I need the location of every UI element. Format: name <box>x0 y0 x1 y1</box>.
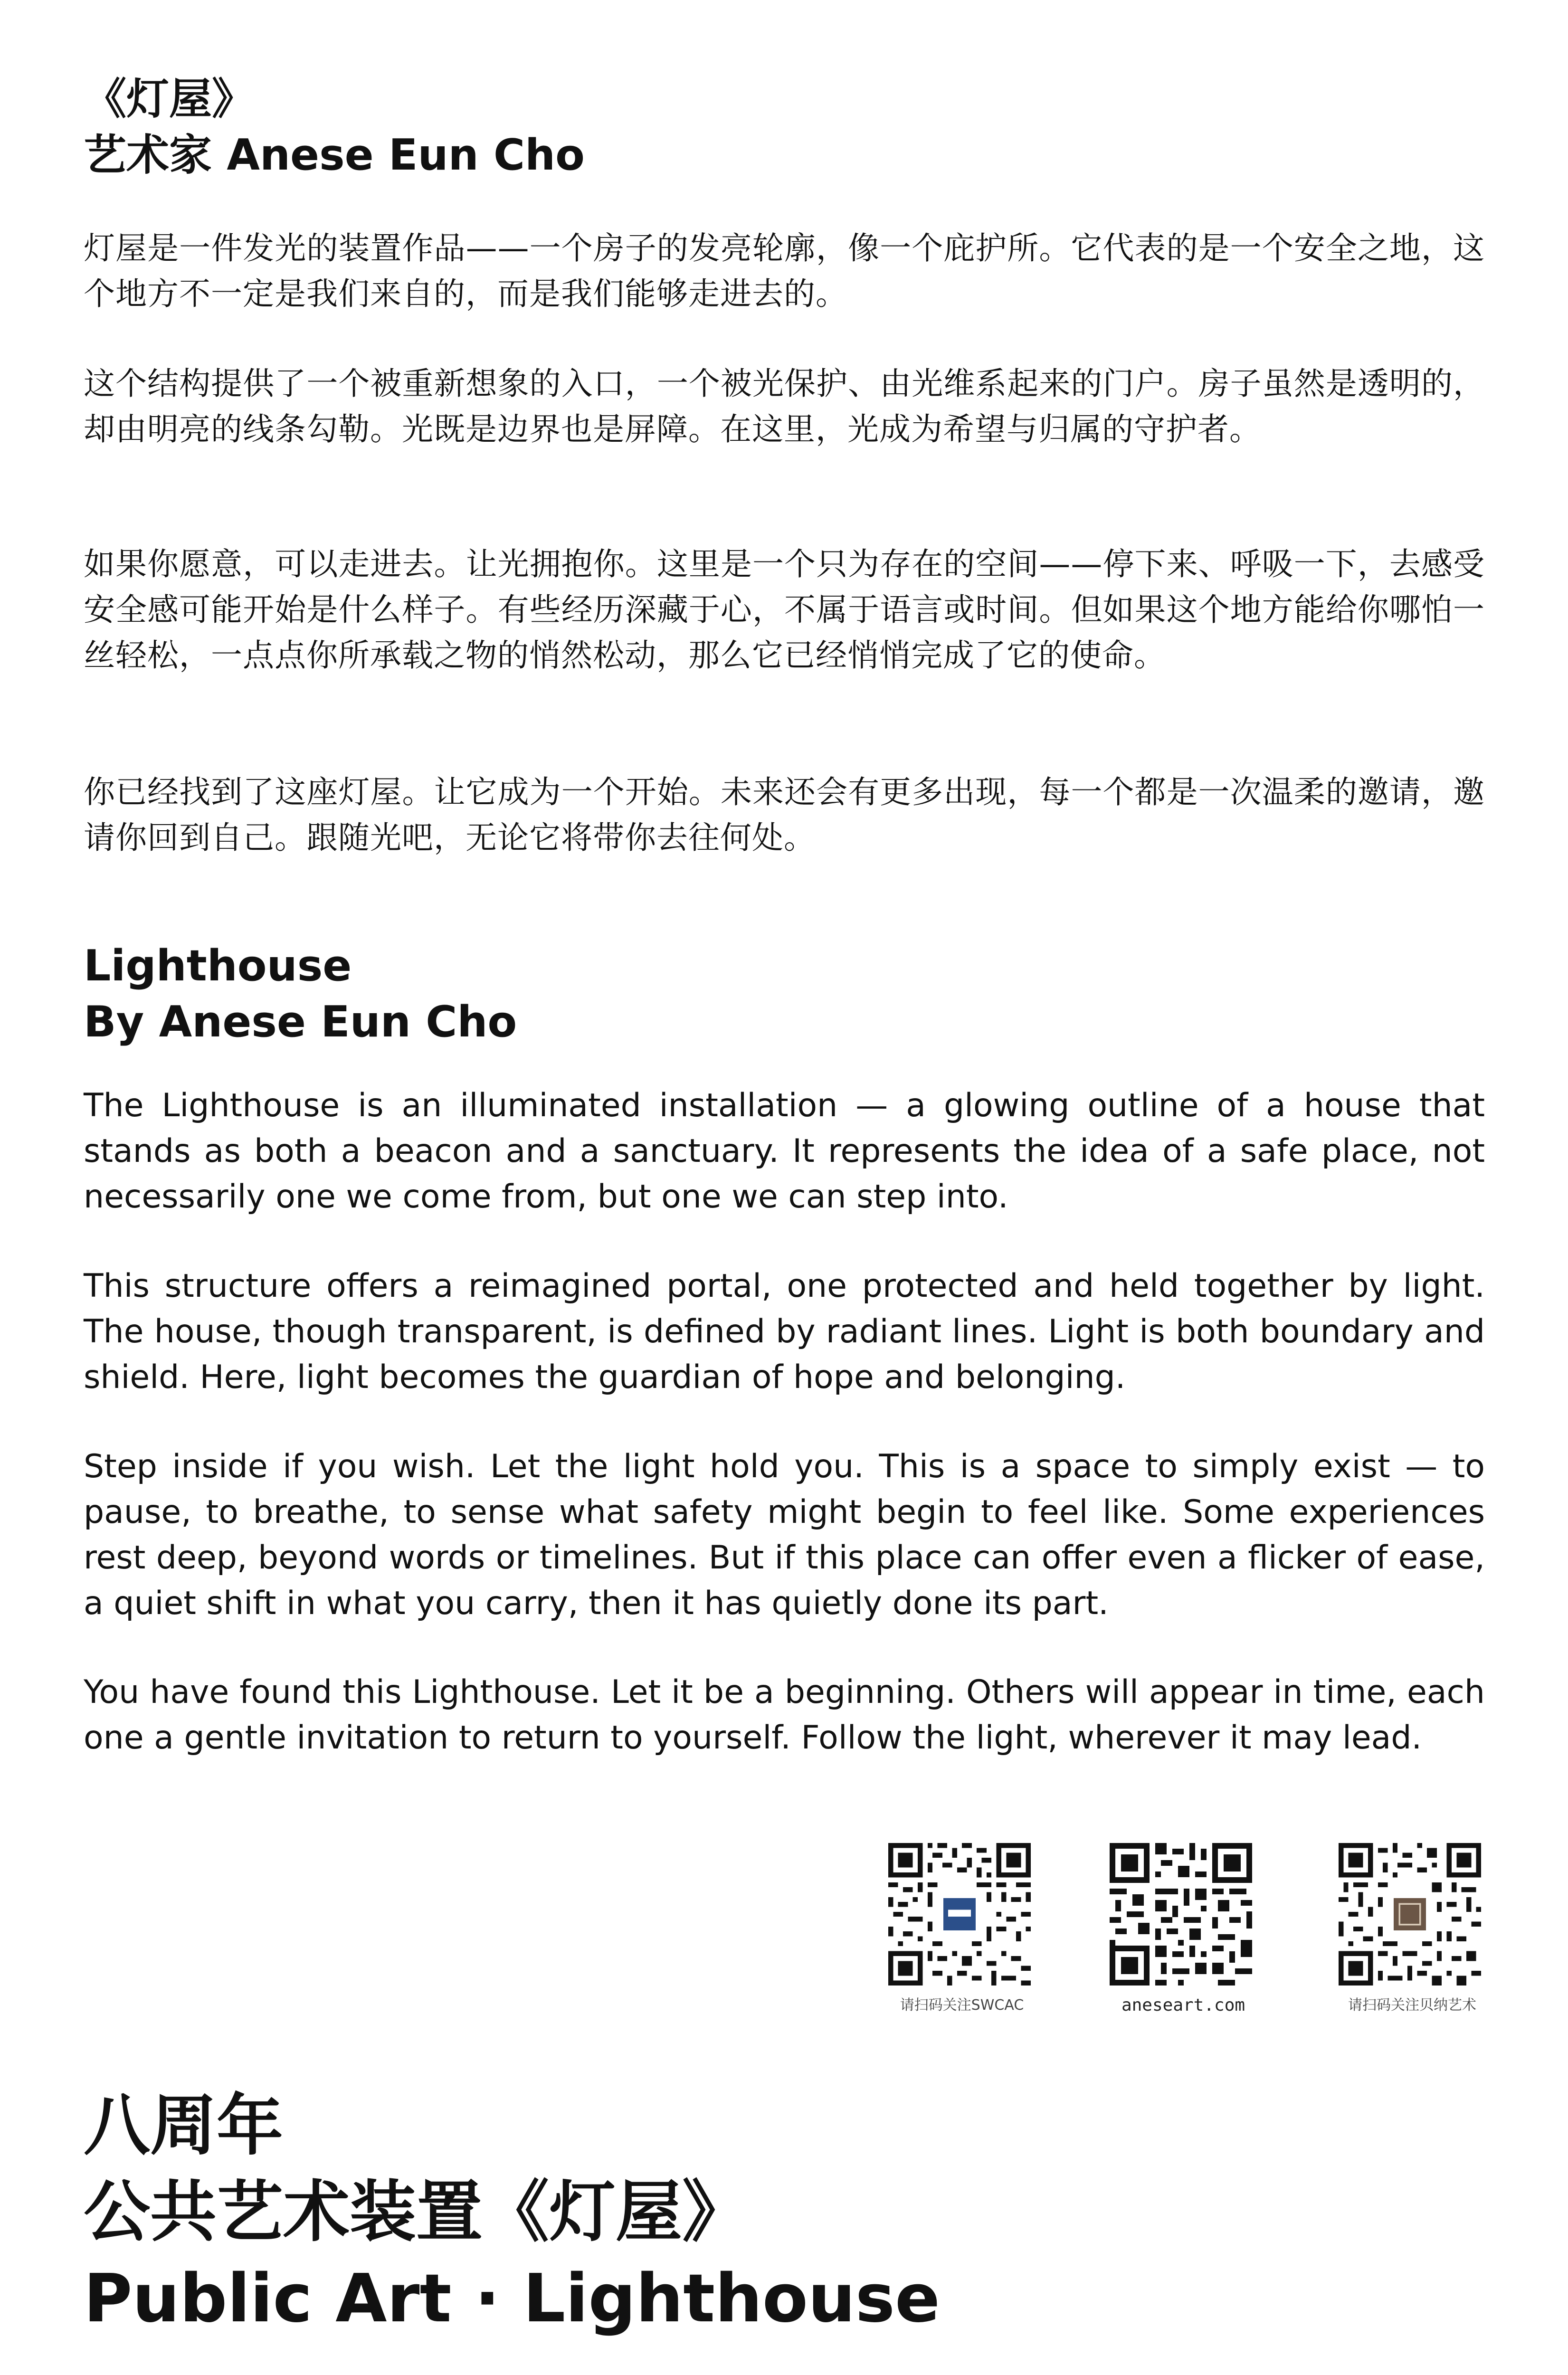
qr-caption-swcac: 请扫码关注SWCAC <box>900 1997 1024 2014</box>
qr-block-beina[interactable] <box>1339 1843 1486 2015</box>
en-title: Lighthouse <box>84 941 352 991</box>
cn-body-3 <box>84 542 1485 678</box>
footer-anniversary: 八周年 <box>84 2087 284 2165</box>
qr-block-website[interactable] <box>1110 1843 1257 2015</box>
en-heading <box>84 938 1485 1050</box>
en-paragraph-2: This structure offers a reimagined portal, one protected and held together by light. The house, though transparent, is defined by radiant lines. Light is both boundary and shield. Here, light becomes the guardian of hope and belonging. <box>84 1267 1485 1396</box>
cn-paragraph-3: 如果你愿意，可以走进去。让光拥抱你。这里是一个只为存在的空间——停下来、呼吸一下，去感受安全感可能开始是什么样子。有些经历深藏于心，不属于语言或时间。但如果这个地方能给你哪怕一丝轻松，一点点你所承载之物的悄然松动，那么它已经悄悄完成了它的使命。 <box>84 546 1485 674</box>
cn-body-4 <box>84 770 1485 861</box>
cn-artist: 艺术家 Anese Eun Cho <box>84 130 585 180</box>
cn-heading <box>84 71 1485 183</box>
footer <box>84 2083 1485 2342</box>
en-body-1 <box>84 1083 1485 1220</box>
qr-caption-beina: 请扫码关注贝纳艺术 <box>1348 1997 1476 2014</box>
qr-code-icon[interactable] <box>1339 1843 1481 1986</box>
qr-block-swcac[interactable] <box>888 1843 1036 2015</box>
en-paragraph-3: Step inside if you wish. Let the light hold you. This is a space to simply exist — to pause, to breathe, to sense what safety might begin to feel like. Some experiences rest deep, beyond words or timelines. But if this place can offer even a flicker of ease, a quiet shift in what you carry, then it has quietly done its part. <box>84 1448 1485 1622</box>
en-paragraph-1: The Lighthouse is an illuminated installation — a glowing outline of a house that stands as both a beacon and a sanctuary. It represents the idea of a safe place, not necessarily one we come from, but one we can step into. <box>84 1087 1485 1216</box>
footer-title-en: Public Art · Lighthouse <box>84 2260 940 2337</box>
en-artist: By Anese Eun Cho <box>84 997 517 1047</box>
qr-caption-website[interactable]: aneseart.com <box>1121 1995 1245 2015</box>
cn-title: 《灯屋》 <box>84 74 255 124</box>
en-body-3 <box>84 1444 1485 1626</box>
en-body-2 <box>84 1264 1485 1400</box>
cn-paragraph-2: 这个结构提供了一个被重新想象的入口，一个被光保护、由光维系起来的门户。房子虽然是透明的，却由明亮的线条勾勒。光既是边界也是屏障。在这里，光成为希望与归属的守护者。 <box>84 365 1485 447</box>
footer-title-cn: 公共艺术装置《灯屋》 <box>84 2174 749 2251</box>
qr-code-icon[interactable] <box>888 1843 1031 1986</box>
en-body-4 <box>84 1670 1485 1761</box>
qr-code-icon[interactable] <box>1110 1843 1252 1986</box>
cn-body-2 <box>84 361 1485 452</box>
cn-paragraph-4: 你已经找到了这座灯屋。让它成为一个开始。未来还会有更多出现，每一个都是一次温柔的邀请，邀请你回到自己。跟随光吧，无论它将带你去往何处。 <box>84 774 1485 856</box>
cn-paragraph-1: 灯屋是一件发光的装置作品——一个房子的发亮轮廓，像一个庇护所。它代表的是一个安全之地，这个地方不一定是我们来自的，而是我们能够走进去的。 <box>84 230 1485 312</box>
en-paragraph-4: You have found this Lighthouse. Let it be a beginning. Others will appear in time, each one a gentle invitation to return to yourself. Follow the light, wherever it may lead. <box>84 1673 1485 1757</box>
cn-body <box>84 226 1485 317</box>
